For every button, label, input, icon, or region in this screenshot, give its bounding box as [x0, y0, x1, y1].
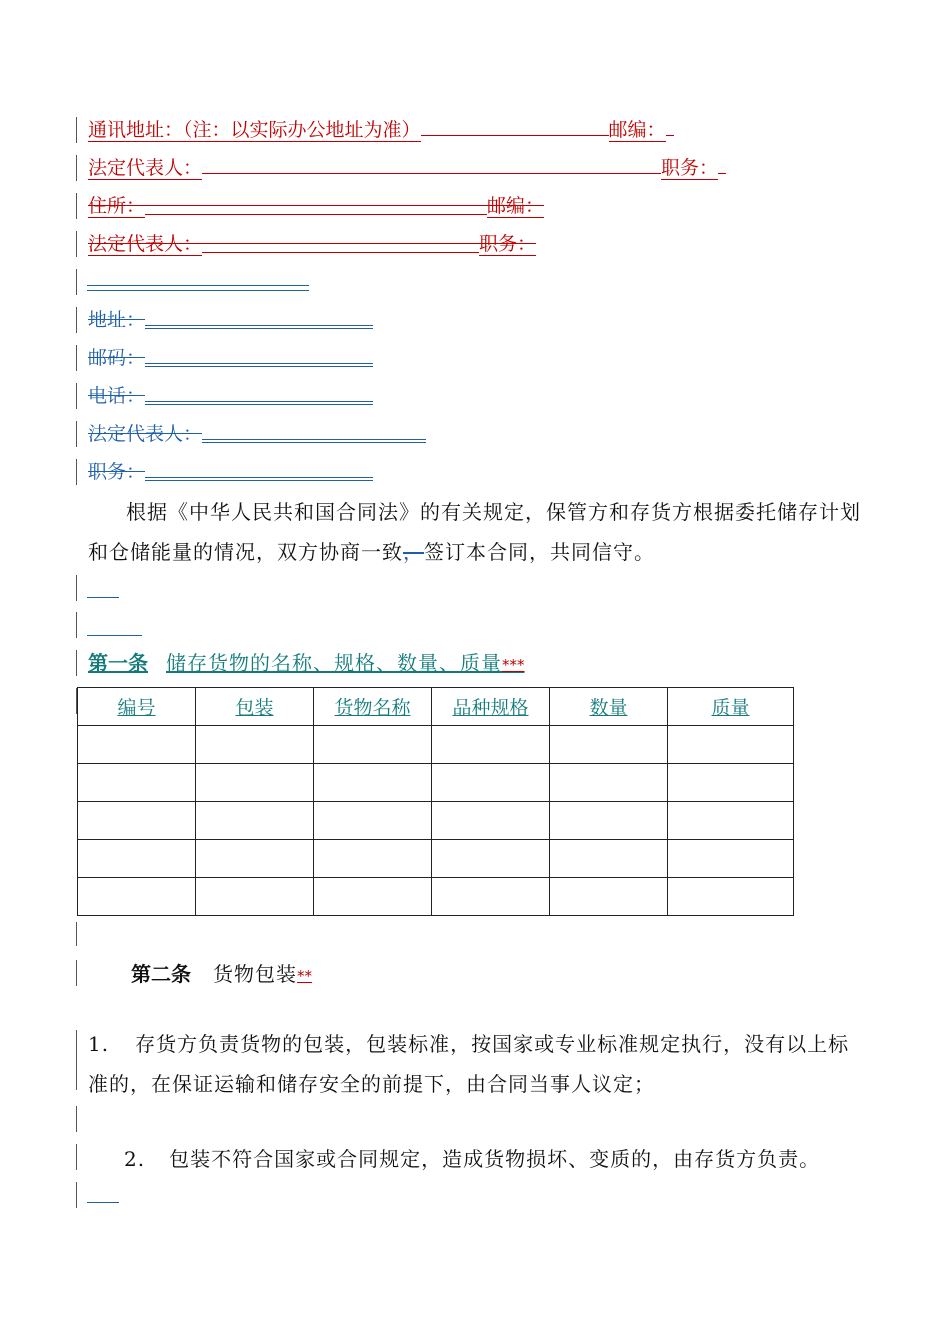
revision-bar	[76, 193, 77, 219]
intro-text-part2: 签订本合同，共同信守。	[424, 540, 655, 564]
article2-title: 货物包装	[213, 962, 297, 986]
phone-field-line	[88, 383, 373, 409]
article1-number: 第一条	[88, 651, 148, 675]
zip-field-line	[88, 345, 373, 371]
revision-bar	[76, 117, 77, 143]
blue-revision-mark	[87, 597, 119, 598]
table-row	[78, 878, 794, 916]
article2-number: 第二条	[131, 962, 191, 986]
revision-bar	[76, 922, 77, 946]
revision-bar	[76, 960, 77, 986]
deleted-position-label: 职务：	[479, 233, 537, 255]
table-cell[interactable]	[78, 840, 196, 878]
table-row	[78, 840, 794, 878]
revision-bar	[76, 307, 77, 333]
table-cell[interactable]	[668, 726, 794, 764]
table-cell[interactable]	[314, 878, 432, 916]
header-cell: 质量	[668, 688, 794, 726]
article2-stars: **	[297, 967, 312, 985]
table-row	[78, 764, 794, 802]
header-cell: 货物名称	[314, 688, 432, 726]
phone-label: 电话：	[88, 385, 146, 407]
table-cell[interactable]	[550, 764, 668, 802]
table-cell[interactable]	[314, 764, 432, 802]
table-cell[interactable]	[78, 726, 196, 764]
mail-address-line	[88, 117, 674, 143]
article2-item1	[88, 1024, 856, 1104]
address-field-line	[88, 307, 373, 333]
mail-address-blank[interactable]	[421, 117, 609, 136]
revision-bar	[76, 155, 77, 181]
table-cell[interactable]	[78, 878, 196, 916]
table-header-row	[78, 688, 794, 726]
revision-bar	[76, 1182, 77, 1208]
revision-bar	[76, 575, 77, 601]
legal-rep-blank[interactable]	[202, 155, 661, 174]
revision-bar	[76, 345, 77, 371]
zip-label: 邮码：	[88, 347, 146, 369]
position-field-line	[88, 459, 373, 485]
header-cell: 品种规格	[432, 688, 550, 726]
revision-bar	[76, 421, 77, 447]
zip-blank[interactable]	[145, 345, 373, 364]
revision-bar	[76, 1030, 77, 1090]
blank-blue-line-2	[87, 290, 309, 291]
blue-position-blank[interactable]	[145, 459, 373, 478]
article2-heading	[131, 961, 312, 989]
deleted-residence-line	[88, 193, 544, 219]
revision-bar	[76, 612, 77, 638]
table-cell[interactable]	[196, 764, 314, 802]
table-cell[interactable]	[432, 764, 550, 802]
mail-address-label: 通讯地址：（注：以实际办公地址为准）	[88, 119, 421, 141]
header-cell: 编号	[78, 688, 196, 726]
header-cell: 数量	[550, 688, 668, 726]
residence-blank	[145, 194, 487, 212]
postcode-blank[interactable]	[666, 117, 674, 136]
revision-bar	[76, 231, 77, 257]
table-cell[interactable]	[550, 840, 668, 878]
position-blank[interactable]	[718, 155, 726, 174]
revision-bar	[76, 459, 77, 485]
revision-bar	[76, 1144, 77, 1170]
deleted-legal-rep-line	[88, 231, 536, 257]
table-cell[interactable]	[668, 878, 794, 916]
deleted-legal-rep-label: 法定代表人：	[88, 233, 203, 255]
table-cell[interactable]	[314, 802, 432, 840]
table-cell[interactable]	[432, 726, 550, 764]
table-cell[interactable]	[314, 726, 432, 764]
revision-bar	[76, 1106, 77, 1132]
table-cell[interactable]	[432, 840, 550, 878]
revision-bar	[76, 383, 77, 409]
article2-item2	[124, 1139, 864, 1179]
table-cell[interactable]	[668, 802, 794, 840]
address-label: 地址：	[88, 309, 146, 331]
revision-bar	[76, 269, 77, 295]
legal-rep-field-line	[88, 421, 426, 447]
article1-title: 储存货物的名称、规格、数量、质量	[166, 651, 502, 675]
table-cell[interactable]	[550, 878, 668, 916]
address-blank[interactable]	[145, 307, 373, 326]
goods-table	[77, 687, 794, 916]
blue-position-label: 职务：	[88, 461, 146, 483]
table-cell[interactable]	[78, 802, 196, 840]
intro-paragraph	[88, 492, 863, 572]
intro-deleted-comma: ，	[403, 540, 424, 564]
deleted-postcode-label: 邮编：	[487, 195, 545, 217]
table-cell[interactable]	[196, 802, 314, 840]
table-cell[interactable]	[196, 726, 314, 764]
table-cell[interactable]	[668, 840, 794, 878]
deleted-legal-rep-blank	[202, 232, 479, 250]
header-cell: 包装	[196, 688, 314, 726]
table-row	[78, 726, 794, 764]
article1-heading	[88, 650, 525, 678]
phone-blank[interactable]	[145, 383, 373, 402]
table-cell[interactable]	[550, 802, 668, 840]
item2-number: 2.	[124, 1147, 146, 1171]
revision-bar	[76, 650, 77, 676]
table-cell[interactable]	[550, 726, 668, 764]
postcode-label: 邮编：	[608, 119, 666, 141]
item1-number: 1.	[88, 1032, 110, 1056]
blank-blue-line	[87, 285, 309, 286]
intro-text-part1: 根据《中华人民共和国合同法》的有关规定，保管方和存货方根据委托储存计划和仓储能量的情况，双方协商一致	[88, 500, 861, 564]
legal-rep-label: 法定代表人：	[88, 157, 203, 179]
legal-rep-line	[88, 155, 726, 181]
article1-stars: ***	[502, 656, 525, 674]
table-cell[interactable]	[78, 764, 196, 802]
table-cell[interactable]	[432, 878, 550, 916]
table-cell[interactable]	[196, 840, 314, 878]
residence-label: 住所：	[88, 195, 146, 217]
item2-text: 包装不符合国家或合同规定，造成货物损坏、变质的，由存货方负责。	[169, 1147, 821, 1171]
blue-revision-mark	[87, 635, 142, 636]
blue-legal-rep-label: 法定代表人：	[88, 423, 203, 445]
item1-text: 存货方负责货物的包装，包装标准，按国家或专业标准规定执行，没有以上标准的，在保证运输和储存安全的前提下，由合同当事人议定；	[88, 1032, 850, 1096]
table-cell[interactable]	[314, 840, 432, 878]
table-cell[interactable]	[196, 878, 314, 916]
blue-legal-rep-blank[interactable]	[202, 421, 426, 440]
position-label: 职务：	[661, 157, 719, 179]
table-cell[interactable]	[668, 764, 794, 802]
table-row	[78, 802, 794, 840]
table-cell[interactable]	[432, 802, 550, 840]
blue-revision-mark	[87, 1202, 119, 1203]
